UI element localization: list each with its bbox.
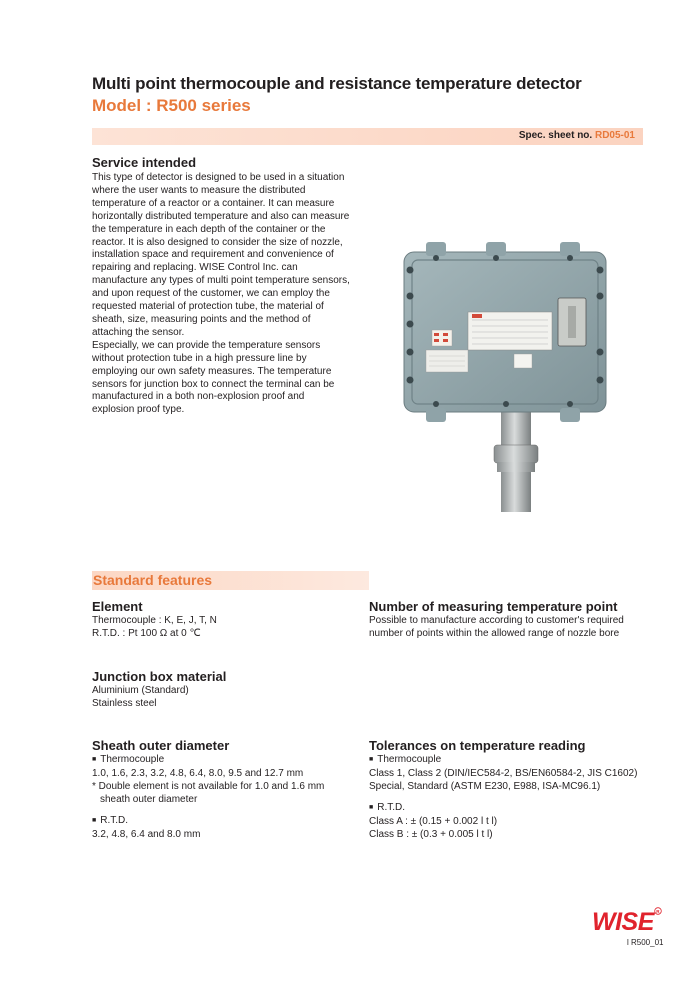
tolerances-rtd-line: Class A : ± (0.15 + 0.002 l t l) bbox=[369, 816, 498, 827]
service-line: manufactured in a both non-explosion proof and bbox=[92, 391, 305, 403]
service-line: the temperature in each depth of the container or the bbox=[92, 223, 326, 235]
junction-box-heading: Junction box material bbox=[92, 669, 227, 684]
service-line: manufacture any types of multi point temperature sensors, bbox=[92, 275, 350, 287]
tolerances-rtd-line: Class B : ± (0.3 + 0.005 l t l) bbox=[369, 829, 493, 840]
spec-sheet-band bbox=[92, 128, 643, 145]
sheath-rtd-label: ■ R.T.D. bbox=[92, 814, 352, 828]
service-description bbox=[92, 172, 382, 417]
service-line: This type of detector is designed to be used in a situation bbox=[92, 172, 345, 183]
tolerances-tc-label: ■ Thermocouple bbox=[369, 753, 669, 767]
service-line: explosion proof type. bbox=[92, 404, 185, 416]
service-line: sheath, size, measuring points and the method of bbox=[92, 313, 311, 325]
page-number: l R500_01 bbox=[627, 938, 664, 947]
element-thermocouple: Thermocouple : K, E, J, T, N bbox=[92, 615, 217, 626]
spec-sheet-number bbox=[519, 130, 635, 141]
service-line: where the user wants to measure the distributed bbox=[92, 184, 306, 196]
service-line: and upon request of the customer, we can employ the bbox=[92, 288, 330, 300]
service-heading-text: Service intended bbox=[92, 155, 197, 170]
tolerances-tc-line: Class 1, Class 2 (DIN/IEC584-2, BS/EN60584-2, JIS C1602) bbox=[369, 768, 638, 779]
sheath-tc-values: 1.0, 1.6, 2.3, 3.2, 4.8, 6.4, 8.0, 9.5 and 12.7 mm bbox=[92, 768, 304, 779]
service-line: employing our own safety measures. The temperature bbox=[92, 365, 332, 377]
sheath-rtd-values: 3.2, 4.8, 6.4 and 8.0 mm bbox=[92, 829, 201, 840]
service-heading bbox=[92, 155, 196, 170]
service-line: requested material of protection tube, the material of bbox=[92, 301, 324, 313]
wise-logo-text: WISE bbox=[592, 908, 654, 934]
element-heading: Element bbox=[92, 599, 143, 614]
element-section bbox=[92, 600, 352, 640]
service-line: Especially, we can provide the temperature sensors bbox=[92, 339, 321, 351]
service-line: attaching the sensor. bbox=[92, 326, 185, 338]
wise-logo bbox=[591, 906, 663, 934]
service-line: without protection tube in a high pressure line by bbox=[92, 352, 307, 364]
standard-features-heading: Standard features bbox=[93, 572, 213, 588]
sheath-note: * Double element is not available for 1.0 and 1.6 mm sheath outer diameter bbox=[92, 781, 325, 805]
junction-box-material: Aluminium (Standard) bbox=[92, 685, 189, 696]
tolerances-heading: Tolerances on temperature reading bbox=[369, 738, 586, 753]
measuring-points-section bbox=[369, 600, 659, 640]
spec-sheet-prefix: Spec. sheet no. bbox=[518, 130, 593, 141]
document-title: Multi point thermocouple and resistance temperature detector bbox=[92, 74, 582, 93]
service-line: sensors for junction box to connect the terminal can be bbox=[92, 378, 335, 390]
sheath-heading: Sheath outer diameter bbox=[92, 738, 230, 753]
service-line: repairing and replacing. WISE Control Inc. can bbox=[92, 262, 298, 274]
spec-sheet-code: RD05-01 bbox=[594, 130, 635, 141]
tolerances-rtd-label: ■ R.T.D. bbox=[369, 801, 669, 815]
junction-box-section bbox=[92, 670, 352, 710]
junction-box-material: Stainless steel bbox=[92, 698, 157, 709]
measuring-points-heading: Number of measuring temperature point bbox=[369, 599, 618, 614]
service-line: reactor. It is also designed to consider the size of nozzle, bbox=[92, 236, 343, 248]
svg-text:R: R bbox=[656, 909, 660, 914]
measuring-points-line: Possible to manufacture according to customer's required bbox=[369, 615, 624, 626]
standard-features-band bbox=[92, 571, 369, 590]
sheath-section bbox=[92, 739, 352, 841]
service-line: horizontally distributed temperature and also can measure bbox=[92, 210, 350, 222]
measuring-points-line: number of points within the allowed range of nozzle bore bbox=[369, 628, 620, 639]
model-title: Model : R500 series bbox=[92, 96, 251, 115]
tolerances-tc-line: Special, Standard (ASTM E230, E988, ISA-MC96.1) bbox=[369, 781, 601, 792]
element-rtd: R.T.D. : Pt 100 Ω at 0 ℃ bbox=[92, 628, 201, 639]
tolerances-section bbox=[369, 739, 669, 841]
service-line: installation space and requirement and convenience of bbox=[92, 249, 334, 261]
service-line: temperature of a reactor or a container. It can measure bbox=[92, 197, 335, 209]
junction-box-photo bbox=[398, 240, 613, 512]
sheath-tc-label: ■ Thermocouple bbox=[92, 753, 352, 767]
